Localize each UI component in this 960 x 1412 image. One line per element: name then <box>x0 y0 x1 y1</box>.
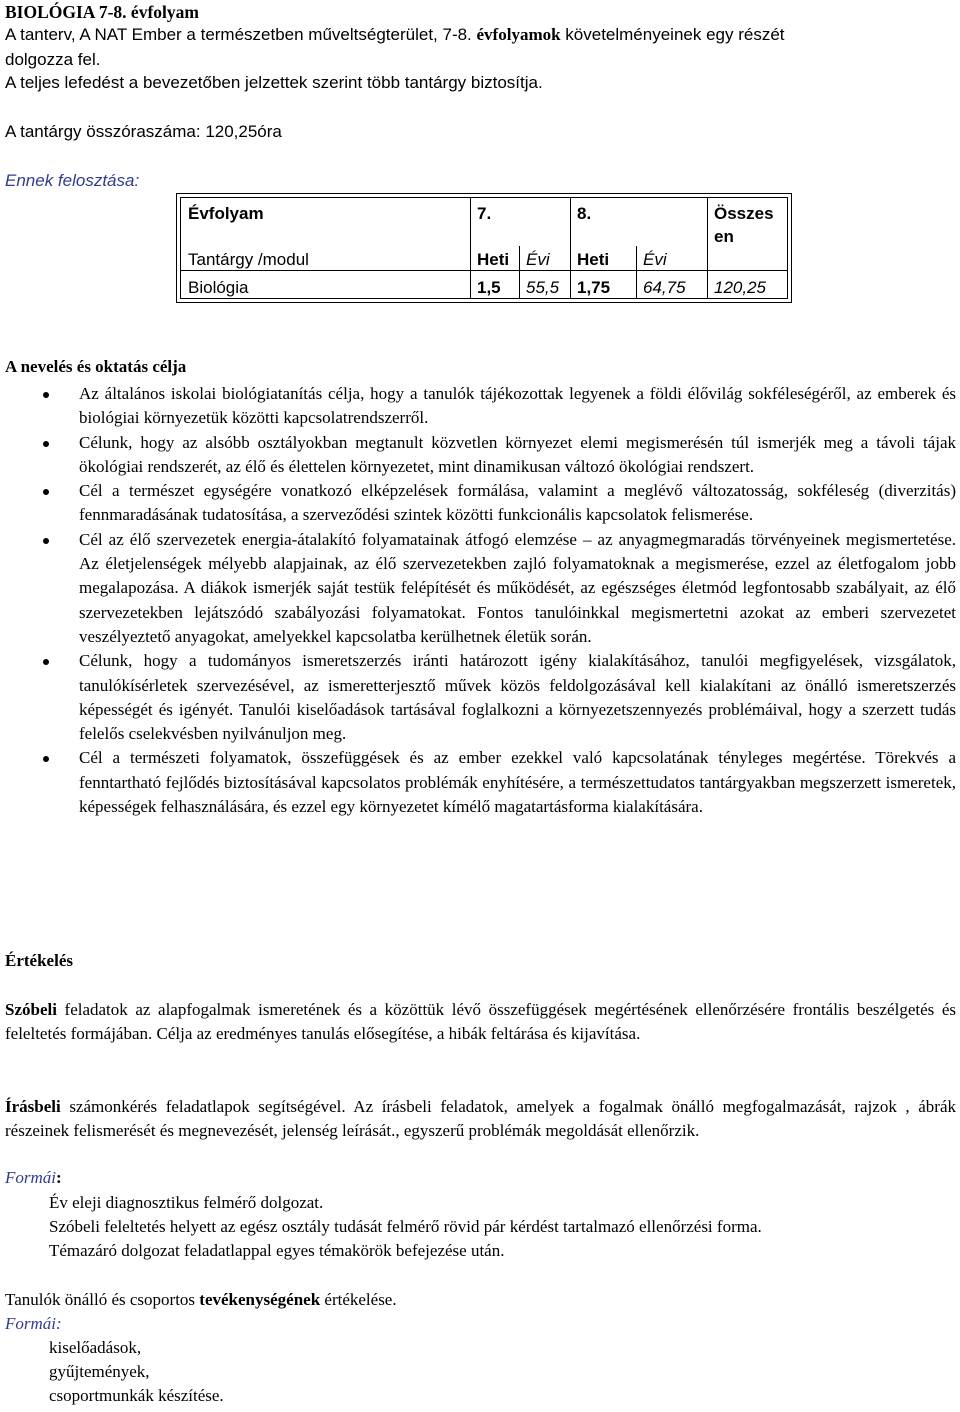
intro-line-2: dolgozza fel. <box>5 50 101 69</box>
form2-item: gyűjtemények, <box>49 1362 150 1381</box>
table-col-divider <box>470 198 471 298</box>
list-item-text: Az általános iskolai biológiatanítás célja, hogy a tanulók tájékozottak legyenek a földi élővilág sokféleségéről, az emberek és biológiai környezetük közötti kapcsolatrendszerről. <box>79 384 956 428</box>
form-item: Témazáró dolgozat feladatlappal egyes témakörök befejezése után. <box>49 1241 505 1260</box>
total-hours: A tantárgy összóraszáma: 120,25óra <box>5 122 282 141</box>
table-header-grade8: 8. <box>577 204 592 223</box>
intro-text: A tanterv, A NAT Ember a természetben műveltségterület, 7-8. <box>5 25 477 44</box>
table-cell-subject: Biológia <box>188 278 249 297</box>
table-header-evi: Évi <box>643 250 667 269</box>
oral-paragraph <box>5 998 956 1047</box>
form2-item: kiselőadások, <box>49 1338 142 1357</box>
bullet-icon <box>43 489 49 495</box>
intro-line-1 <box>5 25 785 45</box>
bullet-icon <box>43 392 49 398</box>
intro-line-3: A teljes lefedést a bevezetőben jelzettek szerint több tantárgy biztosítja. <box>5 73 543 92</box>
breakdown-label: Ennek felosztása: <box>5 171 140 190</box>
table-subcol-divider <box>519 246 520 298</box>
list-item-text: Célunk, hogy az alsóbb osztályokban megtanult közvetlen környezet elemi megismerésén túl ismerjék meg a távoli tájak ökológiai rendszerét, az élő és élettelen környezetet, mint dinamikusan változó ökológiai rendszert. <box>79 432 956 476</box>
forms-colon: : <box>56 1168 62 1187</box>
list-item <box>5 528 956 649</box>
bullet-icon <box>43 441 49 447</box>
forms-label <box>5 1168 62 1188</box>
written-bold-label: Írásbeli <box>5 1097 61 1116</box>
activity-text-end: értékelése. <box>320 1290 397 1309</box>
oral-text: feladatok az alapfogalmak ismeretének és a közöttük lévő összefüggések megértésének ellenőrzésére frontális beszélgetés és feleltetés formájában. Célja az eredményes tanulás elősegítése, a hibák feltárása és kijavítása. <box>5 1000 956 1044</box>
list-item <box>5 746 956 819</box>
table-cell-evi8: 64,75 <box>643 278 686 297</box>
form-item: Szóbeli feleltetés helyett az egész osztály tudását felmérő rövid pár kérdést tartalmazó ellenőrzési forma. <box>49 1217 762 1236</box>
table-header-heti: Heti <box>577 250 610 269</box>
table-cell-evi7: 55,5 <box>526 278 560 297</box>
list-item-text: Cél a természeti folyamatok, összefüggések és az ember ezekkel való kapcsolatának tényleges megértése. Törekvés a fenntartható fejlődés biztosításával kapcsolatos problémák enyhítésére, a természettudatos tantárgyakban megszerzett ismeretek, képességek felhasználására, és ezzel egy környezetet kímélő magatartásforma kialakítására. <box>79 748 956 817</box>
table-header-total: Összes <box>714 204 774 223</box>
table-header-evfolyam: Évfolyam <box>188 204 264 223</box>
page-title: BIOLÓGIA 7-8. évfolyam <box>5 2 199 22</box>
written-text: számonkérés feladatlapok segítségével. Az írásbeli feladatok, amelyek a fogalmak önálló megfogalmazását, rajzok , ábrák részeinek felismerését és megnevezését, jelenség leírását., egyszerű problémák megoldását ellenőrzik. <box>5 1097 956 1141</box>
forms2-label: Formái: <box>5 1314 62 1333</box>
table-cell-heti8: 1,75 <box>577 278 611 297</box>
list-item-text: Cél az élő szervezetek energia-átalakító folyamatainak átfogó elemzése – az anyagmegmaradás törvényeinek megismertetése. Az életjelenségek mélyebb alapjainak, az élő szervezetekben zajló folyamatoknak a megismerése, ezzel az életfogalom jobb megalapozása. A diákok ismerjék saját testük felépítését és működését, az egészséges életmód legfontosabb szabályait, az élő szervezetekben lejátszódó szabályozási folyamatokat. Fontos tanulóinkkal megismertetni azokat az emberi szervezetet veszélyeztető anyagokat, amelyekkel kapcsolatba kerülhetnek életük során. <box>79 529 956 646</box>
list-item <box>5 431 956 480</box>
table-row-divider <box>181 270 787 271</box>
forms-label-text: Formái <box>5 1168 56 1187</box>
evaluation-heading: Értékelés <box>5 951 73 970</box>
table-header-heti: Heti <box>477 250 510 269</box>
table-cell-total: 120,25 <box>714 278 766 297</box>
list-item-text: Célunk, hogy a tudományos ismeretszerzés iránti határozott igény kialakításához, tanulói megfigyelések, vizsgálatok, tanulókísérletek szervezésével, az ismeretterjesztő művek közös feldolgozásával kell kialakítani az önálló ismeretszerzés képességét és igényét. Tanulói kiselőadások tartásával foglalkozni a környezetszennyezés problémáival, hogy a szerzett tudás felelős cselekvésben nyilvánuljon meg. <box>79 651 956 744</box>
list-item <box>5 479 956 528</box>
table-col-divider <box>707 198 708 298</box>
table-header-grade7: 7. <box>477 204 492 223</box>
form2-item: csoportmunkák készítése. <box>49 1386 224 1405</box>
activity-line <box>5 1290 397 1310</box>
intro-text-end: követelményeinek egy részét <box>560 25 785 44</box>
table-subcol-divider <box>636 246 637 298</box>
table-inner-border <box>180 197 788 299</box>
table-header-subject: Tantárgy /modul <box>188 250 309 269</box>
list-item <box>5 649 956 746</box>
bullet-icon <box>43 538 49 544</box>
table-cell-heti7: 1,5 <box>477 278 501 297</box>
goals-list <box>5 382 956 819</box>
bullet-icon <box>43 659 49 665</box>
goals-heading: A nevelés és oktatás célja <box>5 357 187 376</box>
form-item: Év eleji diagnosztikus felmérő dolgozat. <box>49 1193 324 1212</box>
list-item-text: Cél a természet egységére vonatkozó elképzelések formálása, valamint a meglévő változatosság, sokféleség (diverzitás) fennmaradásának tudatosítása, a szerveződési szintek közötti funkcionális kapcsolatok felismerése. <box>79 481 956 525</box>
oral-bold-label: Szóbeli <box>5 1000 57 1019</box>
written-paragraph <box>5 1095 956 1144</box>
table-header-total-cont: en <box>714 227 734 246</box>
bullet-icon <box>43 756 49 762</box>
table-col-divider <box>570 198 571 298</box>
hours-table <box>176 193 792 303</box>
activity-bold-text: tevékenységének <box>199 1290 321 1309</box>
intro-bold-text: évfolyamok <box>476 25 561 44</box>
table-header-evi: Évi <box>526 250 550 269</box>
activity-text: Tanulók önálló és csoportos <box>5 1290 200 1309</box>
list-item <box>5 382 956 431</box>
